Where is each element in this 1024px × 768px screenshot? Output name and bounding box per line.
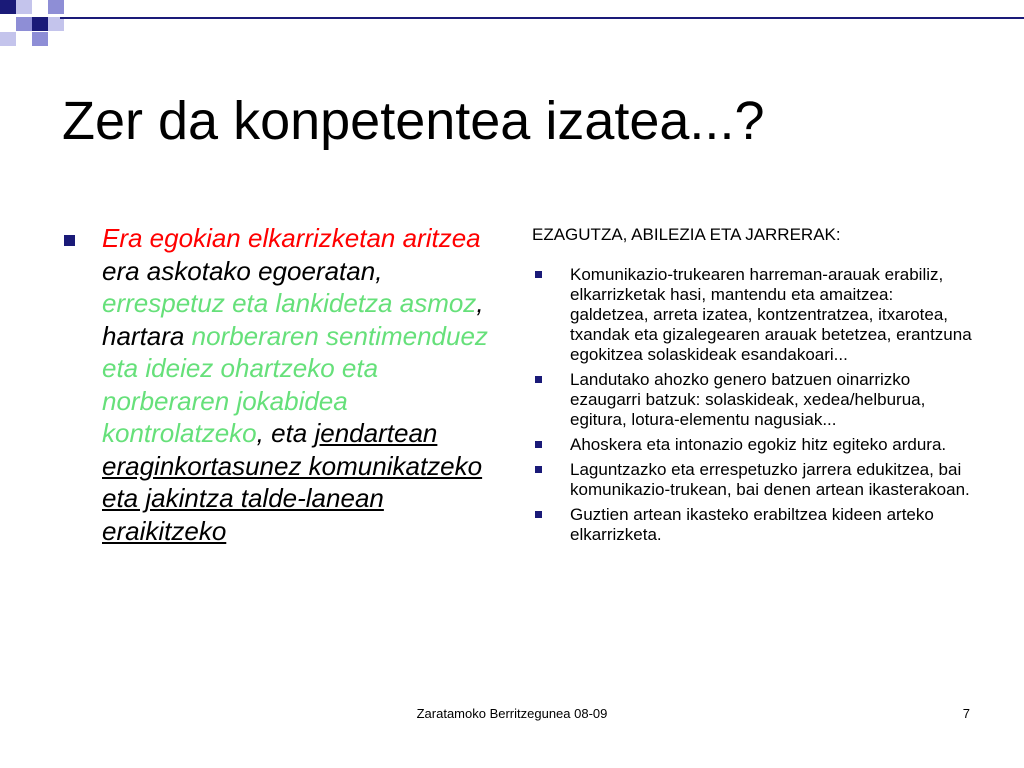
deco-square: [48, 0, 64, 14]
text-segment: Era egokian elkarrizketan aritzea: [102, 223, 481, 253]
list-item-text: Komunikazio-trukearen harreman-arauak erabiliz, elkarrizketak hasi, mantendu eta amaitzea: galdetzea, arreta izatea, kontzentratzea, itxarotea, txandak eta gizalegearen arauak betetzea, erantzuna egokitzea solaskideak esandakoari...: [570, 265, 972, 364]
list-item: [532, 505, 972, 545]
square-bullet-icon: [535, 376, 542, 383]
slide-title: Zer da konpetentea izatea...?: [62, 91, 765, 151]
list-item: [532, 370, 972, 430]
list-item: [532, 265, 972, 365]
list-item-text: Landutako ahozko genero batzuen oinarrizko ezaugarri batzuk: solaskideak, xedea/helburua, egitura, lotura-elementu nagusiak...: [570, 370, 926, 429]
text-segment: , eta: [256, 418, 315, 448]
deco-square: [32, 0, 48, 14]
square-bullet-icon: [64, 235, 75, 246]
deco-square: [16, 17, 32, 31]
square-bullet-icon: [535, 466, 542, 473]
main-bullet: [64, 222, 504, 547]
text-segment: jendartean eraginkortasunez komunikatzeko eta jakintza talde-lanean eraikitzeko: [102, 418, 483, 546]
text-segment: era askotako egoeratan,: [102, 255, 383, 286]
square-bullet-icon: [535, 271, 542, 278]
list-item-text: Guztien artean ikasteko erabiltzea kideen arteko elkarrizketa.: [570, 505, 934, 544]
deco-square: [0, 32, 16, 46]
skills-column: [532, 225, 972, 550]
list-item-text: Ahoskera eta intonazio egokiz hitz egiteko ardura.: [570, 435, 947, 454]
text-segment: , hartara: [102, 288, 484, 351]
square-bullet-icon: [535, 441, 542, 448]
deco-square: [16, 0, 32, 14]
deco-square: [48, 17, 64, 31]
list-item: [532, 435, 972, 455]
skills-list: [532, 265, 972, 545]
header-rule: [60, 17, 1024, 19]
list-item-text: Laguntzazko eta errespetuzko jarrera edukitzea, bai komunikazio-trukean, bai denen artean ikasterakoan.: [570, 460, 970, 499]
deco-square: [32, 32, 48, 46]
text-segment: norberaren sentimenduez eta ideiez ohartzeko eta norberaren jokabidea kontrolatzeko: [102, 320, 488, 448]
header-decoration: [0, 0, 1024, 60]
page-number: 7: [962, 706, 970, 721]
footer-text: Zaratamoko Berritzegunea 08-09: [416, 706, 608, 721]
square-bullet-icon: [535, 511, 542, 518]
deco-square: [0, 0, 16, 14]
deco-square: [32, 17, 48, 31]
text-segment: errespetuz eta lankidetza asmoz: [102, 288, 477, 318]
main-bullet-text: [102, 222, 504, 547]
list-item: [532, 460, 972, 500]
skills-heading: EZAGUTZA, ABILEZIA ETA JARRERAK:: [532, 225, 841, 244]
